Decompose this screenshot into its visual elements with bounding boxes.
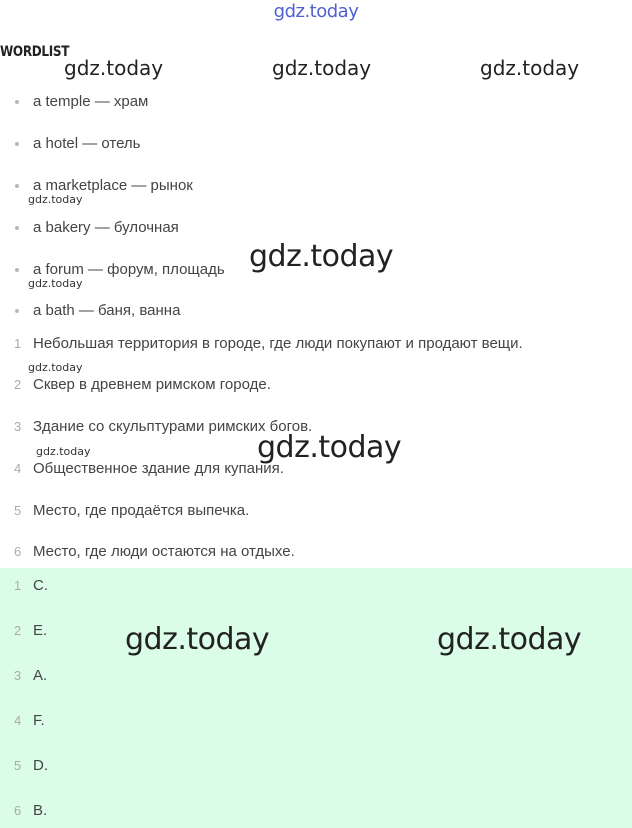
definition-row (0, 540, 632, 564)
wordlist-item: a bath — баня, ванна (0, 299, 632, 323)
watermark: gdz.today (36, 445, 91, 458)
answer-number: 1 (14, 578, 22, 593)
answer-row (0, 709, 632, 733)
definition-row (0, 332, 632, 356)
definition-number: 2 (14, 377, 22, 392)
watermark: gdz.today (257, 430, 402, 465)
definition-text: Сквер в древнем римском городе. (33, 376, 271, 393)
wordlist-item: a marketplace — рынок (0, 174, 632, 198)
watermark: gdz.today (437, 622, 582, 657)
definition-text: Небольшая территория в городе, где люди покупают и продают вещи. (33, 335, 523, 352)
answer-text: E. (33, 622, 48, 639)
watermark: gdz.today (125, 622, 270, 657)
definition-text: Место, где продаётся выпечка. (33, 502, 250, 519)
bullet-icon (15, 184, 19, 188)
definition-number: 5 (14, 503, 22, 518)
wordlist-item: a hotel — отель (0, 132, 632, 156)
answers-panel (0, 568, 632, 828)
answer-text: C. (33, 577, 48, 594)
answer-row (0, 664, 632, 688)
definition-row (0, 499, 632, 523)
watermark: gdz.today (28, 193, 83, 206)
answer-row (0, 799, 632, 823)
answer-number: 2 (14, 623, 22, 638)
answer-row (0, 754, 632, 778)
top-watermark: gdz.today (273, 1, 359, 22)
answer-text: A. (33, 667, 48, 684)
wordlist-heading: WORDLIST (0, 44, 70, 60)
watermark: gdz.today (480, 56, 580, 80)
bullet-icon (15, 100, 19, 104)
answer-text: F. (33, 712, 45, 729)
watermark: gdz.today (249, 239, 394, 274)
definition-text: Место, где люди остаются на отдыхе. (33, 543, 295, 560)
definition-number: 3 (14, 419, 22, 434)
answer-number: 6 (14, 803, 22, 818)
wordlist-item: a bakery — булочная (0, 216, 632, 240)
definition-number: 1 (14, 336, 22, 351)
definition-row (0, 373, 632, 397)
watermark: gdz.today (64, 56, 164, 80)
answer-number: 5 (14, 758, 22, 773)
definition-number: 6 (14, 544, 22, 559)
wordlist-item: a forum — форум, площадь (0, 258, 632, 282)
definition-text: Общественное здание для купания. (33, 460, 284, 477)
bullet-icon (15, 226, 19, 230)
bullet-icon (15, 309, 19, 313)
watermark: gdz.today (28, 277, 83, 290)
watermark: gdz.today (28, 361, 83, 374)
definition-text: Здание со скульптурами римских богов. (33, 418, 313, 435)
bullet-icon (15, 142, 19, 146)
answer-text: D. (33, 757, 48, 774)
answer-row (0, 574, 632, 598)
answer-number: 4 (14, 713, 22, 728)
answer-text: B. (33, 802, 48, 819)
definition-number: 4 (14, 461, 22, 476)
wordlist-item: a temple — храм (0, 90, 632, 114)
bullet-icon (15, 268, 19, 272)
watermark: gdz.today (272, 56, 372, 80)
answer-number: 3 (14, 668, 22, 683)
